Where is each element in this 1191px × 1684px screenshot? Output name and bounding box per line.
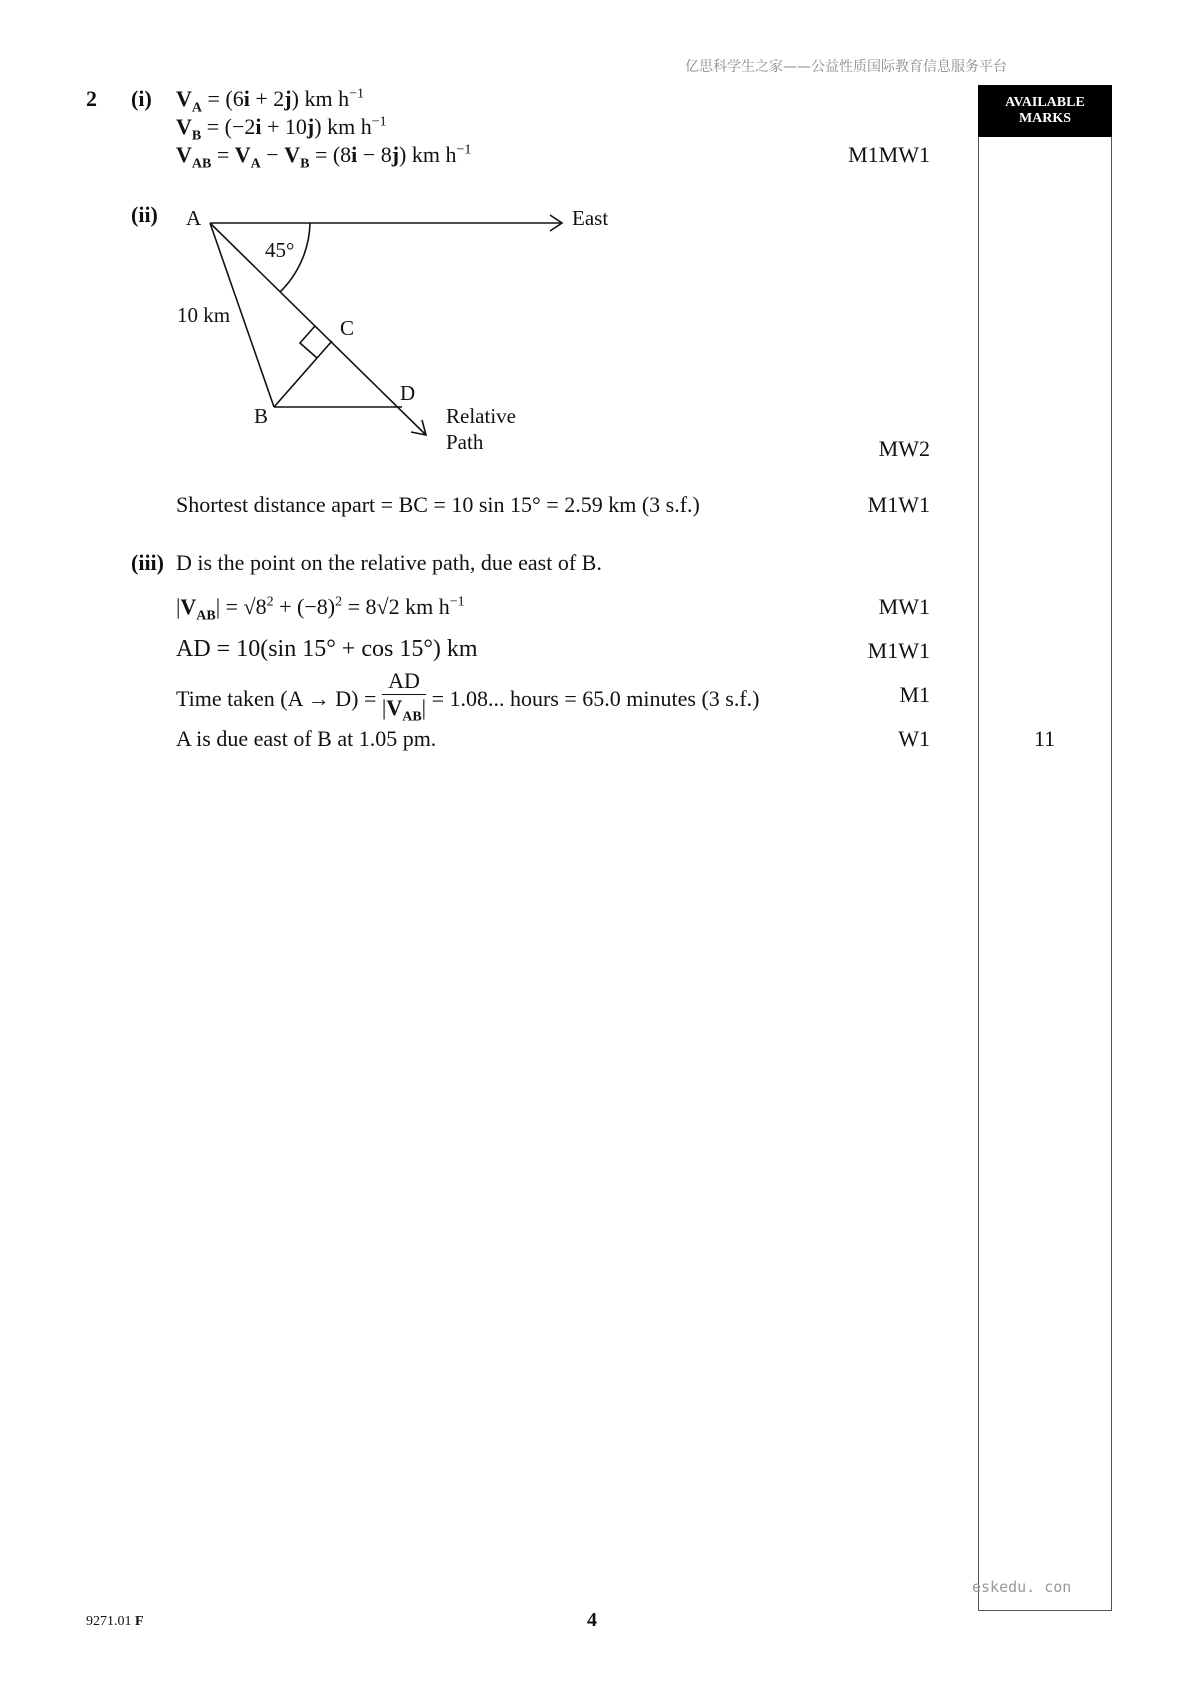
time-taken-equation [176, 668, 759, 730]
magnitude-sq1: 2 [266, 594, 274, 610]
east-label: East [572, 206, 609, 230]
magnitude-sq2: 2 [335, 594, 343, 610]
vb-i: i [255, 114, 262, 139]
part-ii-diagram-mark: MW2 [878, 436, 930, 461]
marks-header-line2: MARKS [1018, 111, 1072, 126]
time-taken-prefix: Time taken (A → D) = [176, 686, 382, 712]
magnitude-v-sub: AB [196, 608, 216, 624]
part-i-mark: M1MW1 [848, 142, 930, 167]
time-fraction-numerator: AD [382, 668, 426, 695]
paper-code [86, 1614, 144, 1630]
vb-j: j [306, 114, 315, 139]
vb-subscript: B [191, 128, 202, 144]
ad-mark: M1W1 [867, 638, 930, 663]
magnitude-bar-left: | [176, 594, 181, 619]
magnitude-result: = 8√2 km h [342, 594, 450, 619]
path-label-line2: Path [446, 430, 484, 454]
magnitude-exponent: −1 [449, 594, 465, 610]
path-label-line1: Relative [446, 404, 516, 428]
vab-equals: = [211, 142, 235, 167]
vab-i: i [351, 142, 358, 167]
point-b-label: B [254, 404, 269, 428]
paper-code-suffix: F [135, 1614, 144, 1629]
time-taken-mark: M1 [899, 682, 930, 707]
vab-va-sub: A [250, 156, 261, 172]
vab-unit: ) km h [399, 142, 457, 167]
vab-rhs-mid: − 8 [357, 142, 392, 167]
line-bc [274, 341, 332, 407]
point-a-label: A [186, 206, 202, 230]
angle-label: 45° [265, 238, 295, 262]
marks-column-border [978, 85, 1112, 1611]
vab-vb: V [284, 142, 301, 167]
time-taken-result: = 1.08... hours = 65.0 minutes (3 s.f.) [426, 686, 760, 712]
point-c-label: C [340, 316, 355, 340]
vab-j: j [391, 142, 400, 167]
part-ii-label: (ii) [131, 202, 158, 227]
vb-symbol: V [176, 114, 192, 139]
vb-rhs-mid: + 10 [261, 114, 307, 139]
vb-unit: ) km h [314, 114, 372, 139]
va-unit: ) km h [291, 86, 350, 111]
marks-header-line1: AVAILABLE [1005, 95, 1085, 110]
magnitude-vab-equation [176, 594, 465, 624]
part-iii-label: (iii) [131, 550, 164, 575]
site-header: 亿思科学生之家——公益性质国际教育信息服务平台 [685, 59, 1007, 75]
ad-equation: AD = 10(sin 15° + cos 15°) km [176, 636, 478, 662]
vab-vb-sub: B [300, 156, 310, 172]
vab-subscript: AB [191, 156, 212, 172]
final-answer-mark: W1 [898, 726, 930, 751]
va-rhs-start: = (6 [202, 86, 244, 111]
relative-path-line [210, 223, 426, 435]
time-fraction [382, 668, 426, 730]
va-rhs-mid: + 2 [249, 86, 285, 111]
shortest-distance-text: Shortest distance apart = BC = 10 sin 15° = 2.59 km (3 s.f.) [176, 492, 700, 517]
marks-column-header [978, 85, 1112, 137]
vab-rhs-start: = (8 [309, 142, 352, 167]
magnitude-mark: MW1 [878, 594, 930, 619]
watermark-text: eskedu. con [972, 1578, 1072, 1596]
paper-code-text: 9271.01 [86, 1614, 135, 1629]
right-angle-marker [300, 326, 317, 358]
vab-minus: − [260, 142, 285, 167]
equation-va [176, 86, 364, 116]
page-number: 4 [587, 1609, 597, 1631]
equation-vab [176, 142, 471, 172]
vab-symbol: V [176, 142, 192, 167]
time-fraction-denominator: $|V_{AB}|$ [381, 695, 427, 725]
magnitude-mid: + (−8) [273, 594, 336, 619]
vab-exponent: −1 [456, 142, 472, 158]
va-symbol: V [176, 86, 192, 111]
va-subscript: A [191, 100, 203, 116]
vab-va: V [234, 142, 251, 167]
relative-path-diagram [170, 195, 609, 465]
va-i: i [243, 86, 250, 111]
equation-vb [176, 114, 387, 144]
final-answer-text: A is due east of B at 1.05 pm. [176, 726, 437, 751]
va-j: j [284, 86, 292, 111]
vb-exponent: −1 [371, 114, 387, 130]
marks-total: 11 [1034, 726, 1056, 751]
part-iii-intro: D is the point on the relative path, due east of B. [176, 550, 602, 575]
distance-label: 10 km [177, 303, 231, 327]
vb-rhs-start: = (−2 [201, 114, 256, 139]
va-exponent: −1 [349, 86, 364, 102]
magnitude-v: V [180, 594, 197, 619]
point-d-label: D [400, 381, 416, 405]
question-number: 2 [86, 86, 97, 111]
magnitude-rhs: | = √8 [215, 594, 267, 619]
shortest-distance-mark: M1W1 [867, 492, 930, 517]
part-i-label: (i) [131, 86, 152, 111]
